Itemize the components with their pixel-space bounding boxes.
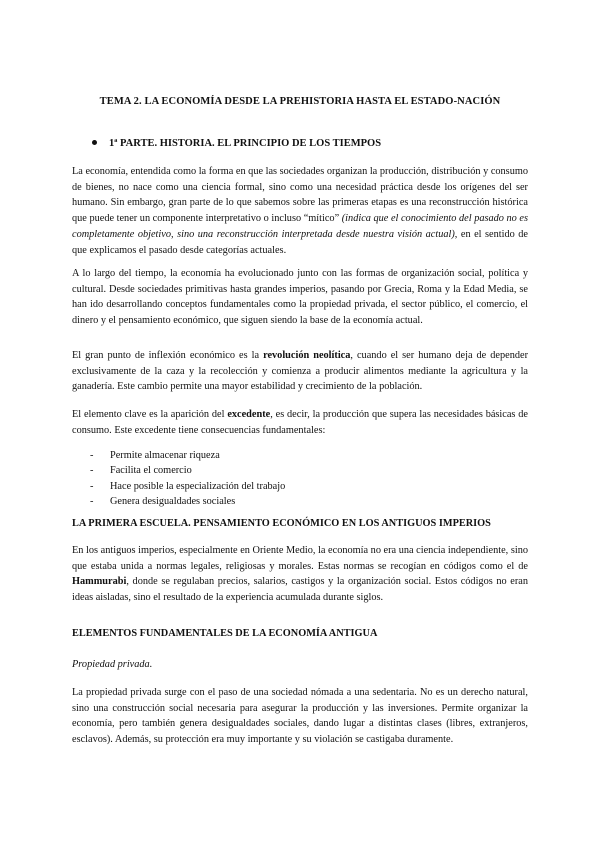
bullet-icon bbox=[92, 140, 97, 145]
paragraph-1 bbox=[72, 164, 528, 258]
paragraph-4-text-end: , es decir, la producción que supera las necesidades básicas de consumo. Este excedente tiene consecuencias fundamentales: bbox=[72, 409, 528, 436]
list-marker: - bbox=[90, 465, 94, 477]
list-item-text: Genera desigualdades sociales bbox=[110, 495, 236, 507]
list-marker: - bbox=[90, 480, 94, 492]
document-title: TEMA 2. LA ECONOMÍA DESDE LA PREHISTORIA HASTA EL ESTADO-NACIÓN bbox=[99, 96, 501, 107]
consequences-list bbox=[90, 448, 285, 509]
list-item bbox=[90, 494, 285, 509]
paragraph-3-bold: revolución neolítica bbox=[263, 350, 351, 361]
section-heading-2: LA PRIMERA ESCUELA. PENSAMIENTO ECONÓMICO EN LOS ANTIGUOS IMPERIOS bbox=[72, 518, 491, 529]
paragraph-3-text-end: , cuando el ser humano deja de depender exclusivamente de la caza y la recolección y comienza a producir alimentos mediante la agricultura y la ganadería. Este cambio permite una mayor estabilidad y crecimiento de la población. bbox=[72, 350, 528, 393]
section-heading-1 bbox=[92, 138, 381, 149]
section-heading-3: ELEMENTOS FUNDAMENTALES DE LA ECONOMÍA ANTIGUA bbox=[72, 628, 378, 639]
paragraph-1-italic: (indica que el conocimiento del pasado no es completamente objetivo, sino una reconstrucción interpretada desde nuestra visión actual) bbox=[72, 213, 528, 240]
list-item-text: Facilita el comercio bbox=[110, 465, 192, 477]
paragraph-5 bbox=[72, 543, 528, 606]
list-marker: - bbox=[90, 450, 94, 461]
paragraph-3 bbox=[72, 348, 528, 395]
list-item bbox=[90, 463, 285, 478]
paragraph-5-text-end: , donde se regulaban precios, salarios, castigos y la organización social. Estos códigos no eran ideas aisladas, sino el resultado de la experiencia acumulada durante siglos. bbox=[72, 576, 528, 604]
paragraph-4-bold: excedente bbox=[227, 409, 271, 420]
list-marker: - bbox=[90, 495, 94, 507]
section-heading-1-text: 1ª PARTE. HISTORIA. EL PRINCIPIO DE LOS TIEMPOS bbox=[109, 138, 382, 149]
paragraph-3-text: El gran punto de inflexión económico es la bbox=[72, 350, 264, 361]
list-item-text: Hace posible la especialización del trabajo bbox=[110, 480, 286, 492]
paragraph-2: A lo largo del tiempo, la economía ha evolucionado junto con las formas de organización social, política y cultural. Desde sociedades primitivas hasta grandes imperios, pasando por Grecia, Roma y la Edad Media, se han ido desarrollando conceptos fundamentales como la propiedad privada, el sector público, el comercio, el dinero y el pensamiento económico, que siguen siendo la base de la economía actual. bbox=[72, 268, 528, 327]
paragraph-4 bbox=[72, 407, 528, 438]
paragraph-1-text: La economía, entendida como la forma en que las sociedades organizan la producción, distribución y consumo de bienes, no nace como una ciencia formal, sino como una necesidad práctica desde los orígenes del ser humano. Sin embargo, gran parte de lo que sabemos sobre las primeras etapas es una reconstrucción histórica que puede tener un componente interpretativo o incluso “mítico” bbox=[72, 166, 528, 225]
paragraph-5-bold: Hammurabi bbox=[72, 576, 127, 588]
paragraph-6: La propiedad privada surge con el paso de una sociedad nómada a una sedentaria. No es un derecho natural, sino una construcción social necesaria para asegurar la producción y las inversiones. Permite organizar la economía, pero también genera desigualdades sociales, dando lugar a distintas clases (libres, extranjeros, esclavos). Además, su protección era muy importante y su violación se castigaba duramente. bbox=[72, 687, 528, 746]
paragraph-5-text: En los antiguos imperios, especialmente en Oriente Medio, la economía no era una ciencia independiente, sino que estaba unida a normas legales, religiosas y morales. Estas normas se recogían en códigos como el de bbox=[72, 545, 528, 572]
paragraph-1-text-end: , en el sentido de que explicamos el pasado desde categorías actuales. bbox=[72, 228, 528, 256]
list-item-text: Permite almacenar riqueza bbox=[110, 450, 220, 461]
list-item bbox=[90, 448, 285, 463]
subheading-propiedad-privada: Propiedad privada. bbox=[72, 659, 153, 670]
list-item bbox=[90, 479, 285, 494]
paragraph-4-text: El elemento clave es la aparición del bbox=[72, 409, 228, 420]
